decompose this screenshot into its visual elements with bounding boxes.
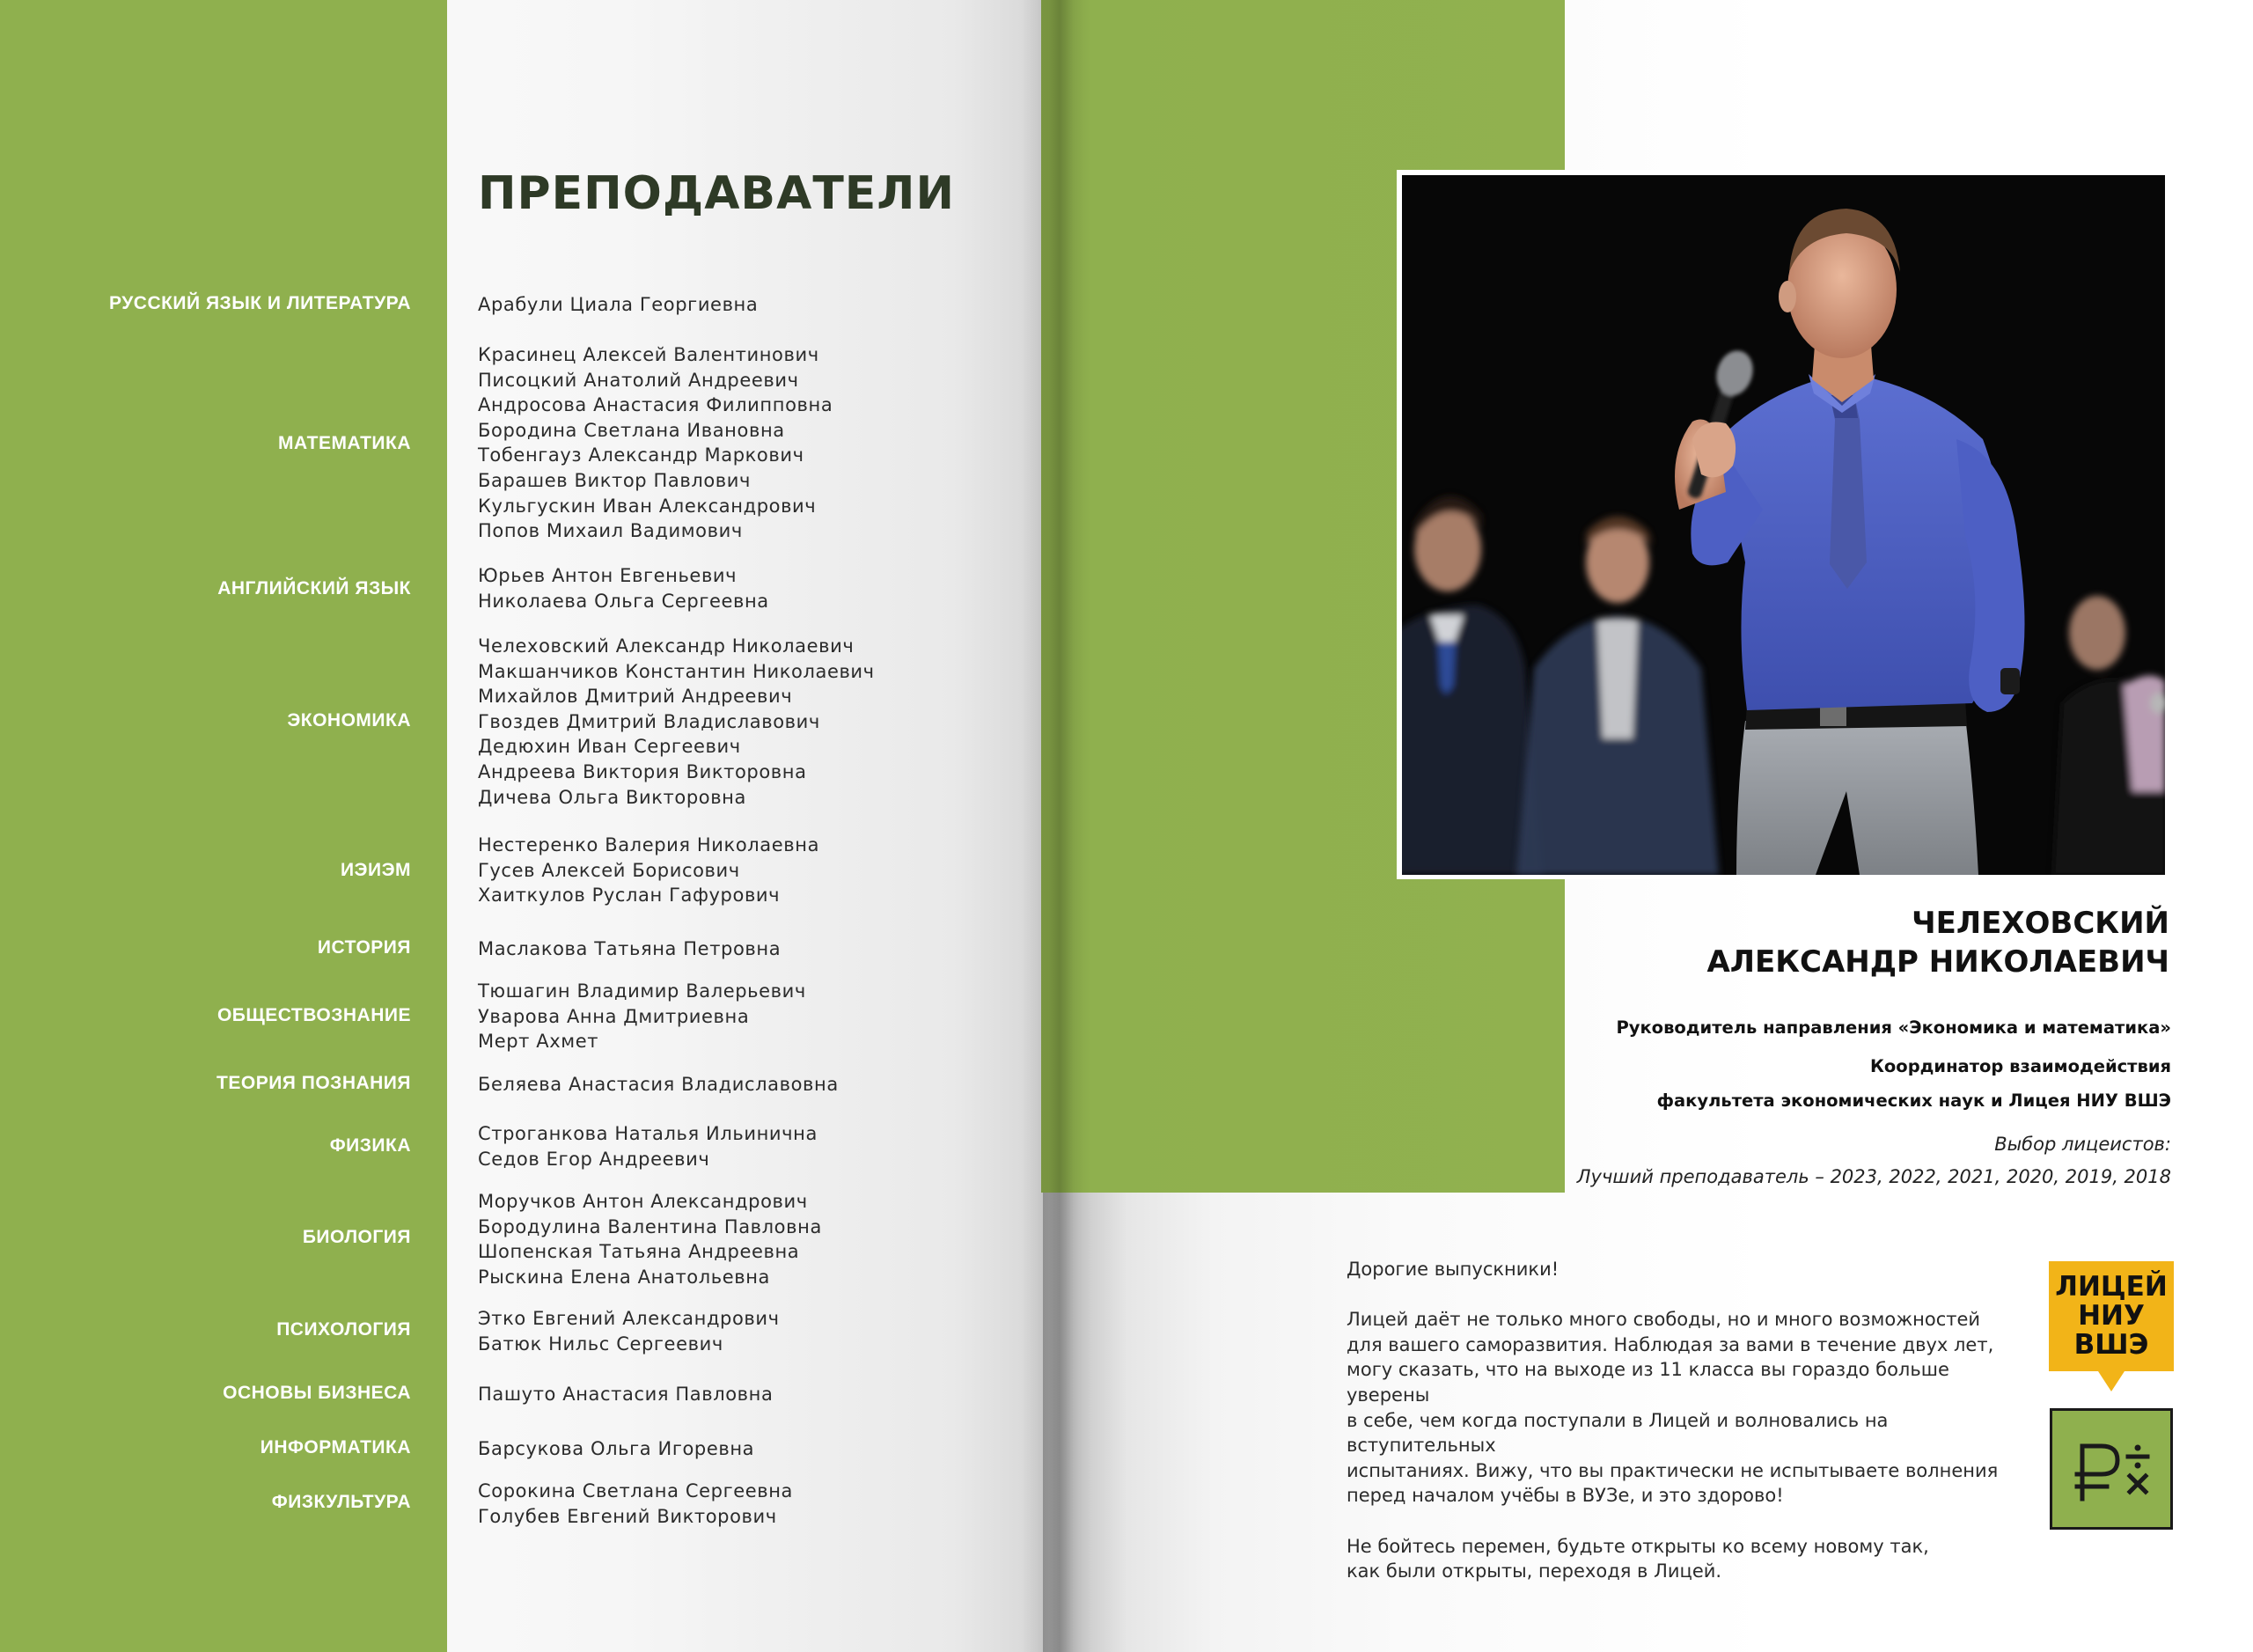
teacher-name: Моручков Антон Александрович xyxy=(478,1191,808,1212)
teacher-list-physics xyxy=(478,1121,883,1171)
lyceum-logo-text xyxy=(2049,1273,2174,1360)
teacher-role-1: Руководитель направления «Экономика и математика» xyxy=(1616,1017,2171,1038)
teacher-name: Писоцкий Анатолий Андреевич xyxy=(478,369,799,391)
letter-greeting: Дорогие выпускники! xyxy=(1347,1259,1559,1280)
featured-teacher-surname: ЧЕЛЕХОВСКИЙ xyxy=(1912,906,2169,941)
teacher-photo-illustration xyxy=(1402,175,2165,875)
teacher-list-russian xyxy=(478,292,883,318)
subject-label-pe: ФИЗКУЛЬТУРА xyxy=(271,1492,411,1512)
teacher-list-business xyxy=(478,1382,883,1407)
teacher-name: Дедюхин Иван Сергеевич xyxy=(478,736,741,758)
teacher-name: Нестеренко Валерия Николаевна xyxy=(478,834,820,855)
teacher-name: Голубев Евгений Викторович xyxy=(478,1505,777,1527)
teacher-list-biology xyxy=(478,1189,883,1289)
teacher-list-history xyxy=(478,936,883,962)
teacher-name: Андреева Виктория Викторовна xyxy=(478,760,807,782)
subject-label-biology: БИОЛОГИЯ xyxy=(302,1227,411,1247)
teacher-name: Беляева Анастасия Владиславовна xyxy=(478,1074,839,1095)
teacher-name: Андросова Анастасия Филипповна xyxy=(478,394,833,416)
subject-label-russian: РУССКИЙ ЯЗЫК И ЛИТЕРАТУРА xyxy=(108,293,411,313)
teacher-name: Мерт Ахмет xyxy=(478,1031,599,1053)
teacher-name: Гвоздев Дмитрий Владиславович xyxy=(478,710,820,732)
page-title: ПРЕПОДАВАТЕЛИ xyxy=(478,167,956,220)
teacher-photo xyxy=(1402,175,2165,875)
teacher-list-informatics xyxy=(478,1436,883,1462)
teacher-name: Челеховский Александр Николаевич xyxy=(478,635,855,657)
teacher-name: Батюк Нильс Сергеевич xyxy=(478,1333,723,1355)
subject-label-math: МАТЕМАТИКА xyxy=(278,433,411,453)
subject-label-tok: ТЕОРИЯ ПОЗНАНИЯ xyxy=(216,1073,411,1093)
teacher-name: Шопенская Татьяна Андреевна xyxy=(478,1241,800,1263)
teacher-name: Михайлов Дмитрий Андреевич xyxy=(478,686,793,708)
teacher-list-economics xyxy=(478,634,883,810)
teacher-name: Маслакова Татьяна Петровна xyxy=(478,938,782,959)
letter-to-graduates xyxy=(1347,1257,2015,1609)
teacher-name: Барашев Виктор Павлович xyxy=(478,469,752,491)
teacher-name: Барсукова Ольга Игоревна xyxy=(478,1438,755,1459)
letter-paragraph-1: Лицей даёт не только много свободы, но и много возможностей для вашего саморазвития. Наблюдая за вами в течение двух лет, могу сказать, что на выходе из 11 класса вы гораздо больше уверены в себе, чем когда поступали в Лицей и волновались на вступительных испытаниях. Вижу, что вы практически не испытываете волнения перед началом учёбы в ВУЗе, и это здорово! xyxy=(1347,1309,1999,1507)
letter-paragraph-2: Не бойтесь перемен, будьте открыты ко всему новому так, как были открыты, переходя в Лицей. xyxy=(1347,1535,1929,1582)
subject-label-history: ИСТОРИЯ xyxy=(317,937,411,958)
teacher-name: Макшанчиков Константин Николаевич xyxy=(478,660,875,682)
teacher-name: Уварова Анна Дмитриевна xyxy=(478,1005,750,1027)
teacher-list-pe xyxy=(478,1479,883,1529)
teacher-name: Гусев Алексей Борисович xyxy=(478,859,740,881)
teacher-name: Тобенгауз Александр Маркович xyxy=(478,444,804,466)
ruble-divide-multiply-icon xyxy=(2052,1411,2170,1527)
teacher-list-math xyxy=(478,342,883,544)
lyceum-logo-line3: ВШЭ xyxy=(2073,1329,2149,1361)
teacher-list-psychology xyxy=(478,1306,883,1356)
teacher-name: Пашуто Анастасия Павловна xyxy=(478,1384,774,1405)
lyceum-logo-line1: ЛИЦЕЙ xyxy=(2055,1271,2168,1303)
teacher-name: Строганкова Наталья Ильинична xyxy=(478,1123,818,1144)
teacher-name: Попов Михаил Вадимович xyxy=(478,520,743,542)
teacher-name: Николаева Ольга Сергеевна xyxy=(478,590,769,612)
teacher-role-3: факультета экономических наук и Лицея НИУ ВШЭ xyxy=(1656,1090,2171,1111)
subject-label-business: ОСНОВЫ БИЗНЕСА xyxy=(223,1383,411,1403)
subject-label-social: ОБЩЕСТВОЗНАНИЕ xyxy=(216,1005,411,1025)
teacher-name: Седов Егор Андреевич xyxy=(478,1148,710,1170)
teacher-name: Дичева Ольга Викторовна xyxy=(478,786,746,808)
featured-teacher-name xyxy=(1706,904,2169,981)
teacher-name: Красинец Алексей Валентинович xyxy=(478,344,819,365)
teacher-list-tok xyxy=(478,1072,883,1098)
teacher-name: Кульгускин Иван Александрович xyxy=(478,495,817,517)
teacher-name: Хаиткулов Руслан Гафурович xyxy=(478,885,781,907)
award-label: Выбор лицеистов: xyxy=(1994,1134,2171,1155)
teacher-name: Бородулина Валентина Павловна xyxy=(478,1215,822,1237)
faculty-logo xyxy=(2050,1408,2173,1530)
teacher-name: Тюшагин Владимир Валерьевич xyxy=(478,980,806,1002)
award-years: Лучший преподаватель – 2023, 2022, 2021, 2020, 2019, 2018 xyxy=(1576,1166,2171,1187)
subject-label-ieiem: ИЭИЭМ xyxy=(340,860,411,880)
teacher-name: Арабули Циала Георгиевна xyxy=(478,294,759,315)
featured-teacher-given-names: АЛЕКСАНДР НИКОЛАЕВИЧ xyxy=(1706,944,2169,980)
subject-label-psychology: ПСИХОЛОГИЯ xyxy=(276,1319,411,1340)
teacher-name: Бородина Светлана Ивановна xyxy=(478,419,785,441)
subject-label-economics: ЭКОНОМИКА xyxy=(287,710,411,731)
subject-label-english: АНГЛИЙСКИЙ ЯЗЫК xyxy=(217,578,411,598)
subject-label-informatics: ИНФОРМАТИКА xyxy=(260,1437,411,1457)
lyceum-logo-line2: НИУ xyxy=(2078,1300,2145,1332)
teacher-list-ieiem xyxy=(478,833,883,908)
teacher-role-2: Координатор взаимодействия xyxy=(1869,1056,2171,1076)
teacher-name: Юрьев Антон Евгеньевич xyxy=(478,565,738,586)
teacher-list-english xyxy=(478,563,883,613)
teacher-name: Этко Евгений Александрович xyxy=(478,1308,780,1329)
teacher-list-social xyxy=(478,979,883,1054)
teacher-name: Сорокина Светлана Сергеевна xyxy=(478,1480,794,1501)
left-green-band xyxy=(0,0,447,1652)
subject-label-physics: ФИЗИКА xyxy=(329,1135,411,1156)
teacher-name: Рыскина Елена Анатольевна xyxy=(478,1266,771,1288)
